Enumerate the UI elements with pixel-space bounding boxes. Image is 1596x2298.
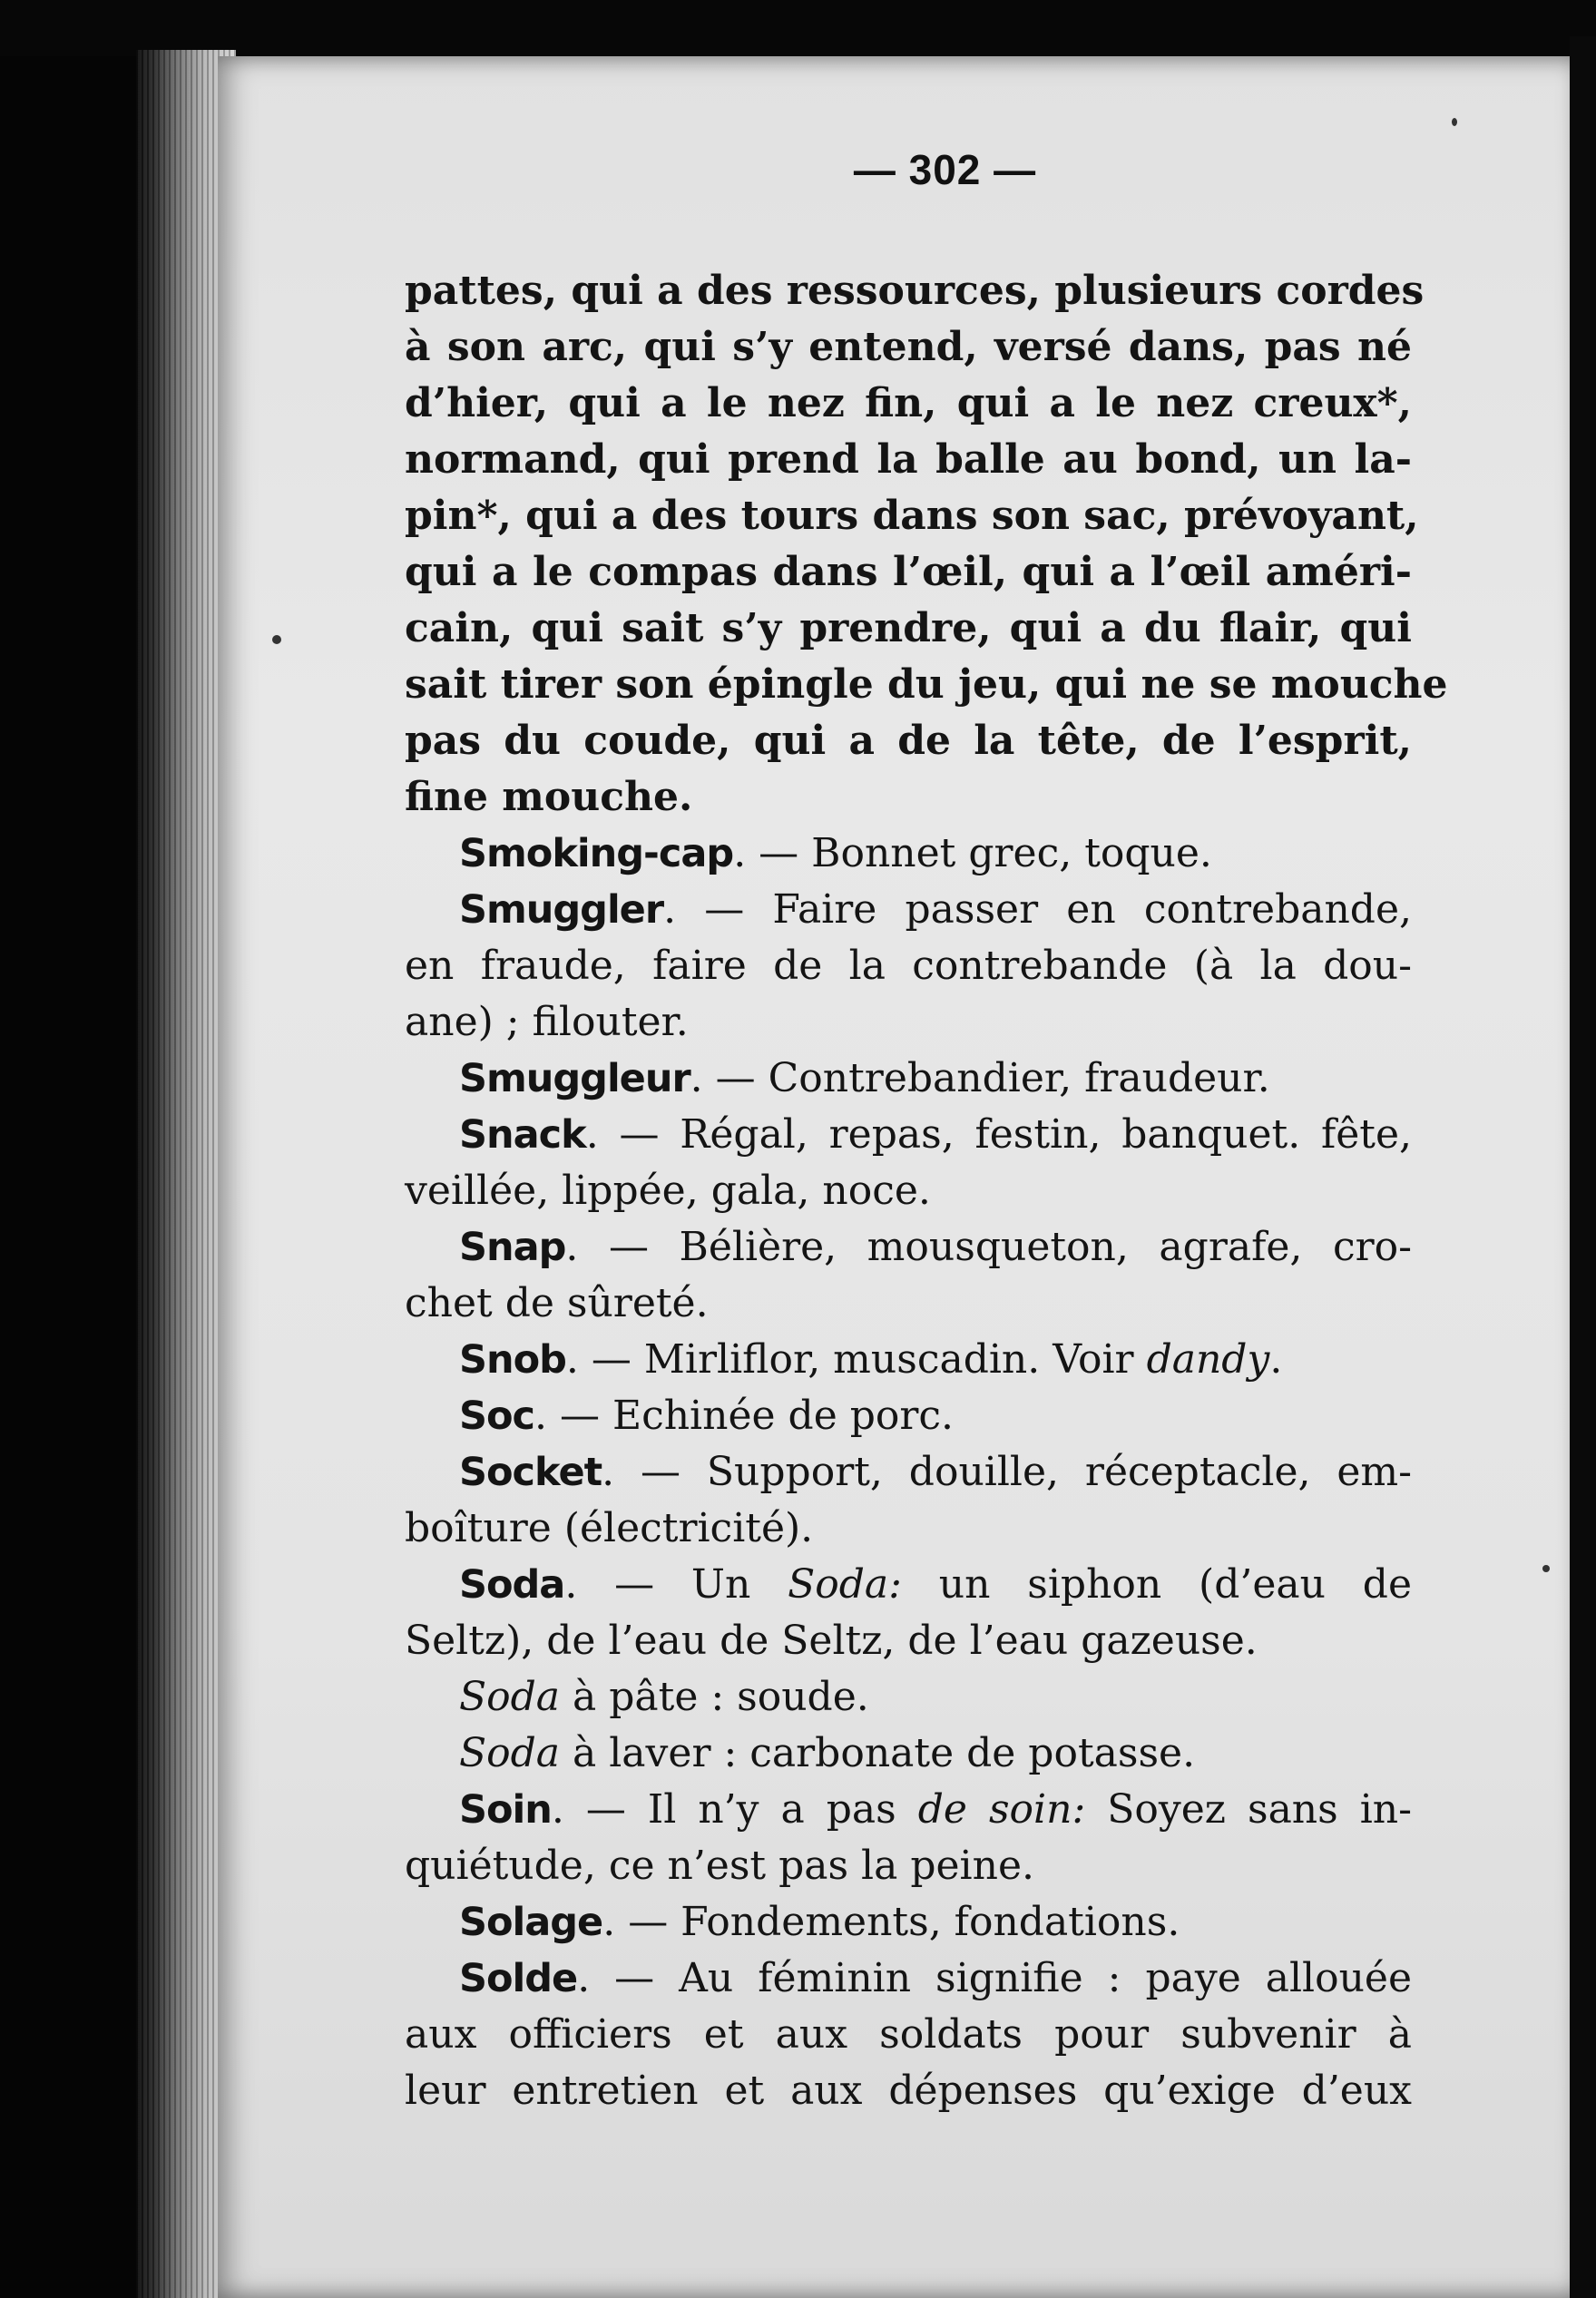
entry-snob bbox=[405, 1332, 1412, 1388]
entry-solde bbox=[405, 1951, 1412, 2007]
entry-headword: Soin bbox=[459, 1787, 552, 1833]
entry-definition: . — Au féminin signifie : paye allouée bbox=[577, 1955, 1412, 2001]
entry-definition: . — Fondements, fondations. bbox=[602, 1899, 1180, 1945]
entry-definition: . — Un bbox=[564, 1561, 788, 1608]
entry-snap bbox=[405, 1219, 1412, 1276]
entry-continuation: chet de sûreté. bbox=[405, 1280, 709, 1326]
entry-smoking-cap bbox=[405, 826, 1412, 882]
entry-continuation: aux officiers et aux soldats pour subvenir à bbox=[405, 2011, 1412, 2058]
entry-headword: Solde bbox=[459, 1956, 578, 2001]
entry-definition: . — Régal, repas, festin, banquet. fête, bbox=[585, 1111, 1412, 1158]
entry-definition: . — Echinée de porc. bbox=[534, 1393, 955, 1439]
entry-continuation: en fraude, faire de la contrebande (à la dou- bbox=[405, 943, 1412, 989]
entry-soin bbox=[405, 1782, 1412, 1838]
dust-speck bbox=[1542, 1565, 1550, 1572]
entry-smuggler bbox=[405, 882, 1412, 938]
entry-headword: Socket bbox=[459, 1450, 602, 1495]
entry-headword: Snap bbox=[459, 1225, 566, 1270]
entry-definition: . — Faire passer en contrebande, bbox=[663, 886, 1412, 933]
entry-continuation: leur entretien et aux dépenses qu’exige d’eux bbox=[405, 2068, 1412, 2114]
entry-solage bbox=[405, 1894, 1412, 1951]
dust-speck bbox=[1452, 118, 1457, 126]
entry-subsense bbox=[405, 1726, 1412, 1782]
text-line: normand, qui prend la balle au bond, un la- bbox=[405, 436, 1412, 483]
entry-headword: Soc bbox=[459, 1393, 534, 1439]
entry-example: Soda bbox=[459, 1674, 561, 1720]
entry-subsense bbox=[405, 1669, 1412, 1726]
entry-definition: . — Mirliflor, muscadin. Voir bbox=[565, 1336, 1147, 1383]
entry-definition: . — Il n’y a pas bbox=[551, 1786, 918, 1833]
entry-definition: à laver : carbonate de potasse. bbox=[560, 1730, 1196, 1776]
entry-punctuation: . bbox=[1269, 1336, 1283, 1383]
entry-continuation: quiétude, ce n’est pas la peine. bbox=[405, 1843, 1034, 1889]
entry-example: Soda bbox=[459, 1730, 561, 1776]
entry-example: de soin: bbox=[917, 1786, 1086, 1833]
entry-headword: Smuggler bbox=[459, 887, 664, 933]
entry-definition: . — Bonnet grec, toque. bbox=[733, 830, 1212, 876]
text-line: qui a le compas dans l’œil, qui a l’œil améri- bbox=[405, 549, 1412, 595]
entry-definition: . — Contrebandier, fraudeur. bbox=[690, 1055, 1270, 1101]
entry-definition: Soyez sans in- bbox=[1085, 1786, 1412, 1833]
text-line: à son arc, qui s’y entend, versé dans, pas né bbox=[405, 324, 1412, 370]
entry-definition: un siphon (d’eau de bbox=[901, 1561, 1412, 1608]
entry-headword: Snack bbox=[459, 1112, 586, 1158]
entry-continuation: veillée, lippée, gala, noce. bbox=[405, 1168, 931, 1214]
entry-continuation: boîture (électricité). bbox=[405, 1505, 814, 1551]
text-line: pas du coude, qui a de la tête, de l’esprit, bbox=[405, 718, 1412, 764]
entry-smuggleur bbox=[405, 1051, 1412, 1107]
text-line: sait tirer son épingle du jeu, qui ne se mouche bbox=[405, 661, 1448, 708]
page-number: — 302 — bbox=[853, 146, 1037, 193]
dust-speck bbox=[272, 635, 281, 644]
entry-definition: . — Support, douille, réceptacle, em- bbox=[602, 1449, 1412, 1495]
entry-snack bbox=[405, 1107, 1412, 1163]
text-line: fine mouche. bbox=[405, 774, 693, 820]
entry-headword: Smuggleur bbox=[459, 1056, 690, 1101]
top-margin-shadow bbox=[0, 0, 1596, 56]
entry-headword: Smoking-cap bbox=[459, 831, 734, 876]
entry-definition: . — Bélière, mousqueton, agrafe, cro- bbox=[565, 1224, 1412, 1270]
text-line: cain, qui sait s’y prendre, qui a du flair, qui bbox=[405, 605, 1412, 651]
cross-reference: dandy bbox=[1146, 1336, 1270, 1383]
entry-continuation: ane) ; filouter. bbox=[405, 999, 689, 1045]
entry-socket bbox=[405, 1444, 1412, 1501]
entry-headword: Solage bbox=[459, 1900, 603, 1945]
right-margin-shadow bbox=[1570, 36, 1596, 2298]
entry-example: Soda: bbox=[788, 1561, 902, 1608]
dictionary-text bbox=[405, 263, 1448, 2119]
entry-definition: à pâte : soude. bbox=[560, 1674, 869, 1720]
entry-headword: Soda bbox=[459, 1562, 565, 1608]
entry-soc bbox=[405, 1388, 1412, 1444]
text-line: pattes, qui a des ressources, plusieurs cordes bbox=[405, 268, 1425, 314]
entry-continuation: Seltz), de l’eau de Seltz, de l’eau gazeuse. bbox=[405, 1618, 1258, 1664]
text-line: pin*, qui a des tours dans son sac, prévoyant, bbox=[405, 493, 1419, 539]
entry-soda bbox=[405, 1557, 1412, 1613]
entry-headword: Snob bbox=[459, 1337, 566, 1383]
text-line: d’hier, qui a le nez fin, qui a le nez creux*, bbox=[405, 380, 1412, 426]
